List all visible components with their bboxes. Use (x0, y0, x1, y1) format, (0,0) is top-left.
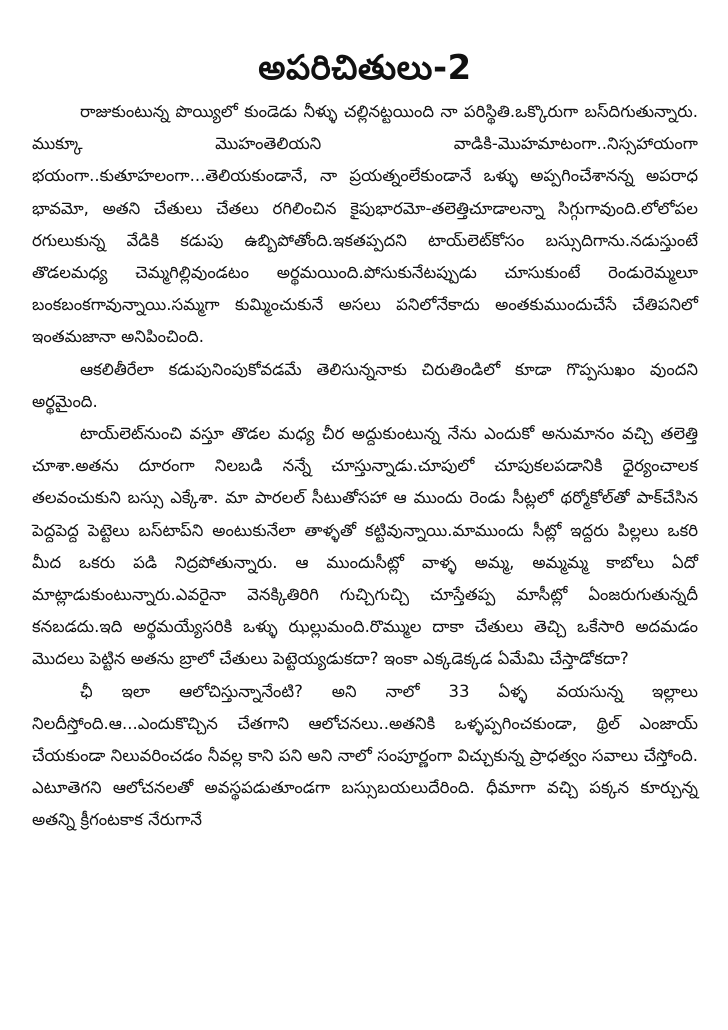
paragraph: రాజుకుంటున్న పొయ్యిలో కుండెడు నీళ్ళు చల్లినట్టయింది నా పరిస్థితి.ఒక్కొరుగా బస్‌దిగుతున్నారు. ముక్కూ మొహంతెలియని వాడికి-మొహమాటంగా..నిస్సహాయంగా భయంగా..కుతూహలంగా...తెలియకుండానే, నా ప్రయత్నంలేకుండానే ఒళ్ళు అప్పగించేశానన్న అపరాధ భావమో, అతని చేతులు చేతలు రగిలించిన కైపుభారమో-తలెత్తిచూడాలన్నా సిగ్గుగావుంది.లోలోపల రగులుకున్న వేడికి కడుపు ఉబ్బిపోతోంది.ఇకతప్పదని టాయ్‌లెట్‌కోసం బస్సుదిగాను.నడుస్తుంటే తొడలమధ్య చెమ్మగిల్లివుండటం అర్థమయింది.పోసుకునేటప్పుడు చూసుకుంటే రెండురెమ్మలూ బంకబంకగావున్నాయి.సమ్మగా కుమ్మించుకునే అసలు పనిలోనేకాదు అంతకుముందుచేసే చేతిపనిలో ఇంతమజానా అనిపించింది. (32, 102, 698, 347)
paragraph: టాయ్‌లెట్‌నుంచి వస్తూ తొడల మధ్య చీర అద్దుకుంటున్న నేను ఎందుకో అనుమానం వచ్చి తలెత్తి చూశా.అతను దూరంగా నిలబడి నన్నే చూస్తున్నాడు.చూపులో చూపుకలపడానికి ధైర్యంచాలక తలవంచుకుని బస్సు ఎక్కేశా. మా పారలల్ సీటుతోసహా ఆ ముందు రెండు సీట్లలో థర్మోకోల్‌తో పాక్‌చేసిన పెద్దపెద్ద పెట్టెలు బస్‌టాప్‌ని అంటుకునేలా తాళ్ళతో కట్టివున్నాయి.మాముందు సీట్లో ఇద్దరు పిల్లలు ఒకరి మీద ఒకరు పడి నిద్రపోతున్నారు. ఆ ముందుసీట్లో వాళ్ళ అమ్మ, అమ్మమ్మ కాబోలు ఏదో మాట్లాడుకుంటున్నారు.ఎవరైనా వెనక్కితిరిగి గుచ్చిగుచ్చి చూస్తేతప్ప మాసీట్లో ఏంజరుగుతున్నదీ కనబడదు.ఇది అర్థమయ్యేసరికి ఒళ్ళు ఝల్లుమంది.రొమ్ముల దాకా చేతులు తెచ్చి ఒకేసారి అదమడం మొదలు పెట్టిన అతను బ్రాలో చేతులు పెట్టెయ్యడుకదా? ఇంకా ఎక్కడెక్కడ ఏమేమి చేస్తాడోకదా? (32, 424, 698, 669)
paragraph: ఆకలితీరేలా కడుపునింపుకోవడమే తెలిసున్ననాకు చిరుతిండిలో కూడా గొప్పసుఖం వుందని అర్థమైంది. (32, 359, 698, 411)
paragraph: ఛీ ఇలా ఆలోచిస్తున్నానేంటి? అని నాలో 33 ఏళ్ళ వయసున్న ఇల్లాలు నిలదీస్తోంది.ఆ...ఎందుకొచ్చిన చేతగాని ఆలోచనలు..అతనికి ఒళ్ళప్పగించకుండా, థ్రిల్ ఎంజాయ్ చేయకుండా నిలువరించడం నీవల్ల కాని పని అని నాలో సంపూర్ణంగా విచ్చుకున్న ప్రాధత్వం సవాలు చేస్తోంది. ఎటూతెగని ఆలోచనలతో అవస్థపడుతూండగా బస్సుబయలుదేరింది. ధీమాగా వచ్చి పక్కన కూర్చున్న అతన్ని క్రీగంటకాక నేరుగానే (32, 681, 698, 830)
document-body (32, 96, 698, 837)
page-title: అపరిచితులు-2 (258, 48, 472, 88)
